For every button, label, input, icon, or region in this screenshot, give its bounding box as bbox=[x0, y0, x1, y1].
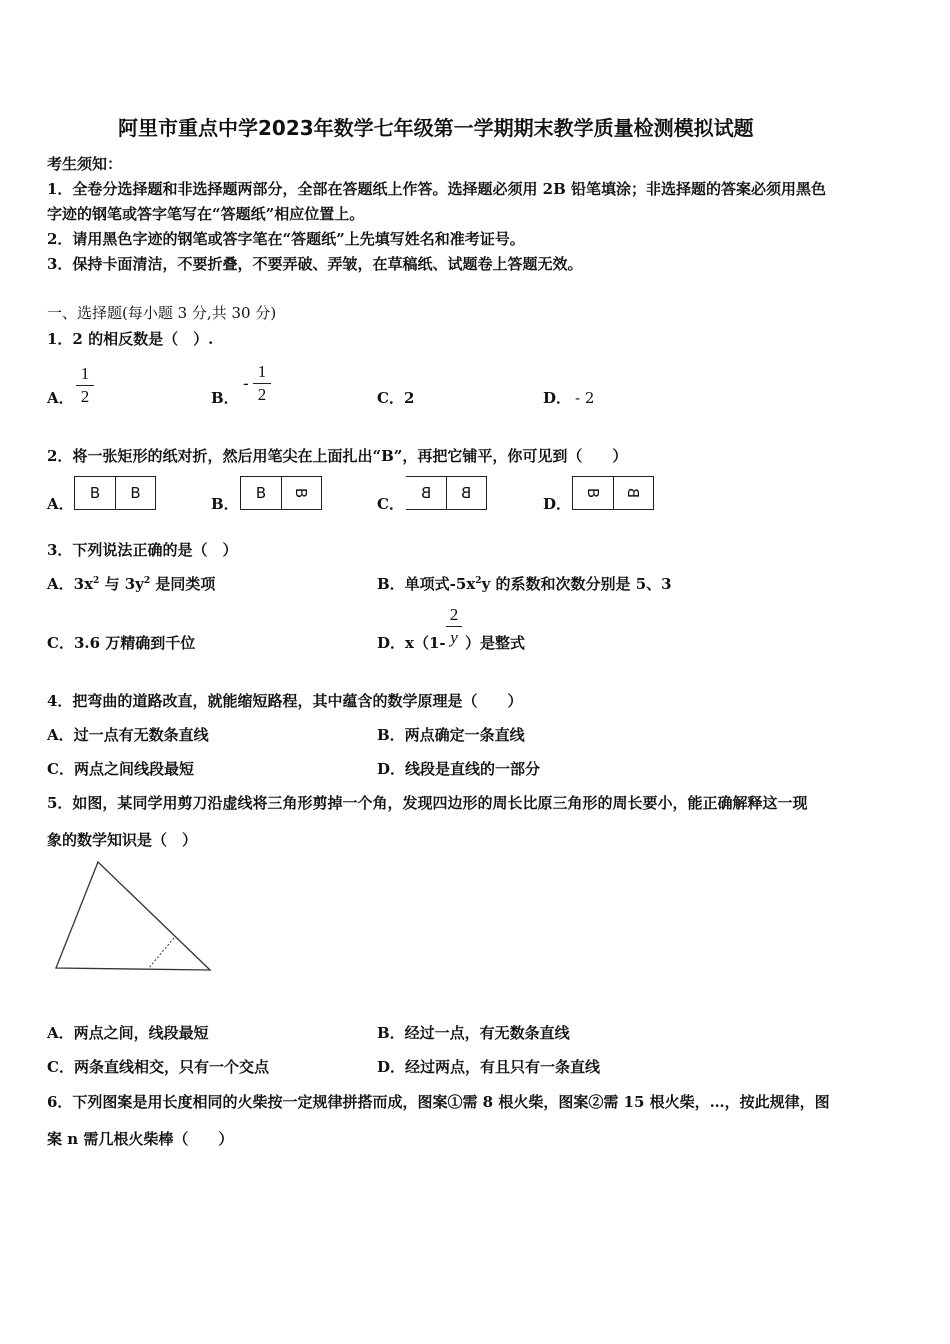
q3-option-b bbox=[377, 573, 672, 594]
fraction-numerator: 2 bbox=[449, 605, 459, 624]
letter-b-rotated bbox=[573, 477, 613, 509]
notice-heading: 考生须知： bbox=[47, 155, 123, 173]
q1-option-a-label: A． bbox=[47, 389, 74, 407]
text: 与 3y bbox=[99, 575, 144, 593]
notice-item: 2．请用黑色字迹的钢笔或答字笔在“答题纸”上先填写姓名和准考证号。 bbox=[47, 230, 525, 248]
q5-stem-line1: 5．如图，某同学用剪刀沿虚线将三角形剪掉一个角，发现四边形的周长比原三角形的周长要小，能正确解释这一现 bbox=[47, 794, 808, 812]
triangle bbox=[56, 862, 210, 970]
fraction-numerator: 1 bbox=[257, 362, 267, 381]
q5-option-d: D．经过两点，有且只有一条直线 bbox=[377, 1058, 601, 1076]
notice-item: 1．全卷分选择题和非选择题两部分，全部在答题纸上作答。选择题必须用 2B 铅笔填涂；非选择题的答案必须用黑色 bbox=[47, 180, 827, 198]
q1-option-b-label: B． bbox=[211, 389, 239, 407]
q1-stem: 1．2 的相反数是（ ）. bbox=[47, 330, 214, 348]
q4-option-a: A．过一点有无数条直线 bbox=[47, 726, 209, 744]
letter-b: B bbox=[255, 484, 267, 502]
q5-option-b: B．经过一点，有无数条直线 bbox=[377, 1024, 570, 1042]
q2-stem: 2．将一张矩形的纸对折，然后用笔尖在上面扎出“B”，再把它铺平，你可见到（ ） bbox=[47, 447, 628, 465]
notice-item: 字迹的钢笔或答字笔写在“答题纸”相应位置上。 bbox=[47, 205, 365, 223]
fraction-denominator: 2 bbox=[257, 385, 267, 404]
text: B．单项式-5x bbox=[377, 575, 476, 593]
section-heading: 一、选择题(每小题 3 分,共 30 分) bbox=[47, 304, 277, 322]
fraction-bar bbox=[253, 383, 271, 384]
q3-option-c: C．3.6 万精确到千位 bbox=[47, 634, 196, 652]
triangle-figure bbox=[50, 855, 220, 980]
cut-dashed-line bbox=[148, 938, 174, 969]
fraction-denominator: y bbox=[450, 628, 458, 647]
letter-b: B bbox=[89, 484, 101, 502]
q6-stem-line2: 案 n 需几根火柴棒（ ） bbox=[47, 1130, 234, 1148]
q2-option-d-label: D． bbox=[543, 495, 572, 513]
page-title: 阿里市重点中学2023年数学七年级第一学期期末教学质量检测模拟试题 bbox=[118, 116, 754, 140]
q1-option-d-label: D． bbox=[543, 389, 572, 407]
q3-option-d-fraction bbox=[446, 605, 462, 648]
fraction-bar bbox=[446, 626, 462, 627]
q2-option-d-figure bbox=[572, 476, 654, 510]
q3-stem: 3．下列说法正确的是（ ） bbox=[47, 541, 238, 559]
letter-b: B bbox=[292, 487, 311, 499]
text: A．3x bbox=[47, 575, 94, 593]
q1-option-a-fraction bbox=[76, 364, 94, 407]
q6-stem-line1: 6．下列图案是用长度相同的火柴按一定规律拼搭而成，图案①需 8 根火柴，图案②需 15 根火柴，…，按此规律，图 bbox=[47, 1093, 830, 1111]
q1-option-b-fraction bbox=[253, 362, 271, 405]
q4-option-d: D．线段是直线的一部分 bbox=[377, 760, 541, 778]
q2-option-a-label: A． bbox=[47, 495, 74, 513]
q5-option-c: C．两条直线相交，只有一个交点 bbox=[47, 1058, 269, 1076]
notice-item: 3．保持卡面清洁，不要折叠，不要弄破、弄皱，在草稿纸、试题卷上答题无效。 bbox=[47, 255, 583, 273]
q3-option-d-pre: D．x（1- bbox=[377, 634, 446, 652]
letter-b: B bbox=[624, 487, 643, 499]
text: 是同类项 bbox=[150, 575, 216, 593]
q2-option-b-figure bbox=[240, 476, 322, 510]
q4-option-c: C．两点之间线段最短 bbox=[47, 760, 194, 778]
q3-option-d-post: ）是整式 bbox=[465, 634, 526, 652]
fraction-numerator: 1 bbox=[80, 364, 90, 383]
letter-b-flipped bbox=[614, 477, 653, 509]
q2-option-b-label: B． bbox=[211, 495, 239, 513]
q2-option-c-label: C． bbox=[377, 495, 404, 513]
letter-b-mirrored bbox=[406, 477, 446, 509]
letter-b-mirrored bbox=[447, 477, 486, 509]
letter-b: B bbox=[420, 484, 432, 502]
q1-option-c: C．2 bbox=[377, 389, 415, 407]
q1-option-b-minus: - bbox=[243, 374, 249, 394]
exponent: 2 bbox=[93, 576, 100, 586]
q5-option-a: A．两点之间，线段最短 bbox=[47, 1024, 209, 1042]
exponent: 2 bbox=[143, 576, 151, 586]
letter-b: B bbox=[130, 484, 141, 502]
letter-b-rotated bbox=[282, 477, 321, 509]
exponent: 2 bbox=[475, 576, 482, 586]
q2-option-a-figure bbox=[74, 476, 156, 510]
letter-b: B bbox=[583, 487, 602, 499]
q4-stem: 4．把弯曲的道路改直，就能缩短路程，其中蕴含的数学原理是（ ） bbox=[47, 692, 523, 710]
fraction-denominator: 2 bbox=[80, 387, 90, 406]
fraction-bar bbox=[76, 385, 94, 386]
q5-stem-line2: 象的数学知识是（ ） bbox=[47, 831, 198, 849]
q4-option-b: B．两点确定一条直线 bbox=[377, 726, 525, 744]
q1-option-d-value: - 2 bbox=[575, 389, 595, 407]
q2-option-c-figure bbox=[406, 476, 487, 510]
q3-option-a bbox=[47, 573, 215, 594]
text: y 的系数和次数分别是 5、3 bbox=[481, 575, 672, 593]
letter-b: B bbox=[461, 484, 472, 502]
